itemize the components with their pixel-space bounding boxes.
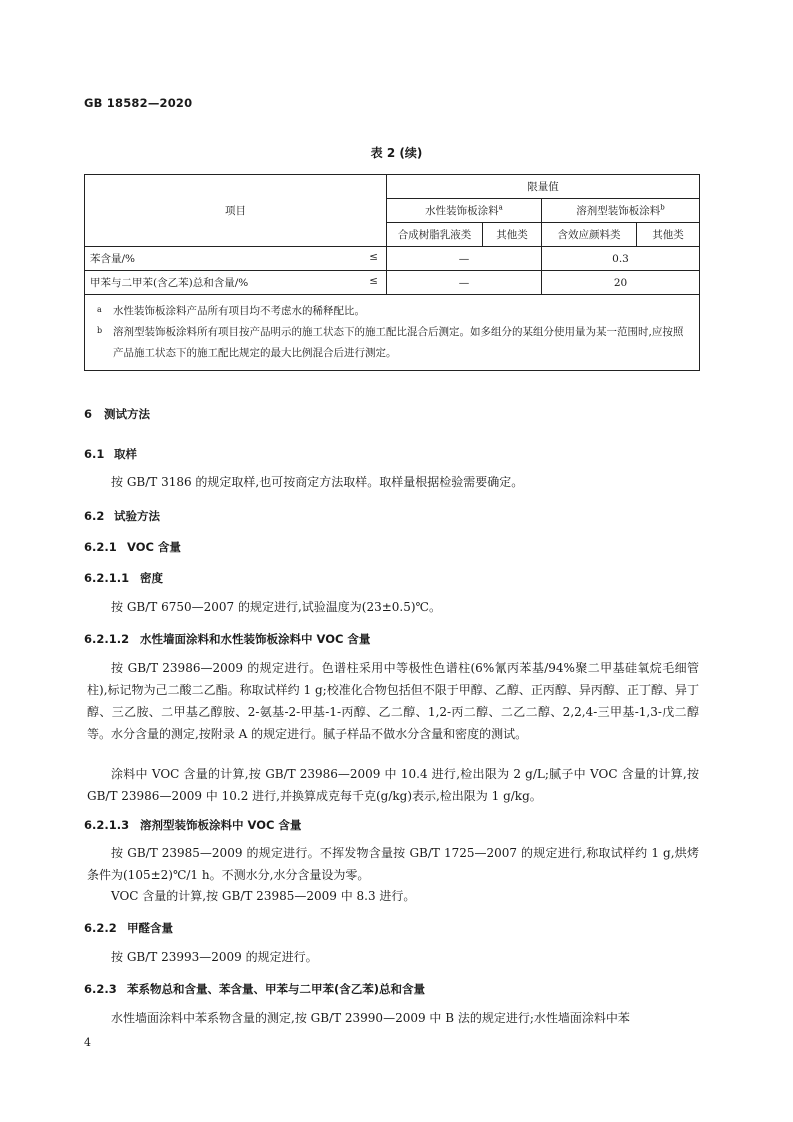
header-sub-emulsion: 合成树脂乳液类 [387,223,483,247]
paragraph: VOC 含量的计算,按 GB/T 23985—2009 中 8.3 进行。 [111,889,416,903]
paragraph: 按 GB/T 3186 的规定取样,也可按商定方法取样。取样量根据检验需要确定。 [111,475,524,489]
header-sub-other-solvent: 其他类 [637,223,700,247]
row-item: 甲苯与二甲苯(含乙苯)总和含量/% ≤ [85,271,387,295]
section-heading: 6.2.3 苯系物总和含量、苯含量、甲苯与二甲苯(含乙苯)总和含量 [84,982,426,996]
table-row [85,271,700,295]
header-item: 项目 [85,175,387,247]
header-water-group: 水性装饰板涂料$^a$ [387,199,542,223]
table-notes [85,295,700,371]
row-water-value: — [387,247,542,271]
limit-table [84,174,700,371]
section-heading: 6.2.2 甲醛含量 [84,921,173,935]
paragraph: 按 GB/T 23985—2009 的规定进行。不挥发物含量按 GB/T 1725—2007 的规定进行,称取试样约 1 g,烘烤条件为(105±2)℃/1 h。不测水分,水分含量设为零。 [87,846,699,882]
section-heading: 6.2.1.1 密度 [84,571,163,585]
section-heading: 6 测试方法 [84,407,150,421]
section-heading: 6.2.1 VOC 含量 [84,540,181,554]
table-note: a 水性装饰板涂料产品所有项目均不考虑水的稀释配比。 [97,305,365,317]
section-heading: 6.2.1.3 溶剂型装饰板涂料中 VOC 含量 [84,818,302,832]
section-heading: 6.2 试验方法 [84,509,160,523]
paragraph: 水性墙面涂料中苯系物含量的测定,按 GB/T 23990—2009 中 B 法的规定进行;水性墙面涂料中苯 [111,1011,630,1025]
section-heading: 6.2.1.2 水性墙面涂料和水性装饰板涂料中 VOC 含量 [84,632,371,646]
table-note: b 溶剂型装饰板涂料所有项目按产品明示的施工状态下的施工配比混合后测定。如多组分的某组分使用量为某一范围时,应按照产品施工状态下的施工配比规定的最大比例混合后进行测定。 [97,326,684,359]
row-solvent-value: 20 [542,271,700,295]
section-heading: 6.1 取样 [84,447,137,461]
paragraph: 按 GB/T 23986—2009 的规定进行。色谱柱采用中等极性色谱柱(6%氰丙苯基/94%聚二甲基硅氧烷毛细管柱),标记物为己二酸二乙酯。称取试样约 1 g;校准化合物包括但不限于甲醇、乙醇、正丙醇、异丙醇、正丁醇、异丁醇、三乙胺、二甲基乙醇胺、2-氨基-2-甲基-1-丙醇、乙二醇、1,2-丙二醇、二乙二醇、2,2,4-三甲基-1,3-戊二醇等。水分含量的测定,按附录 A 的规定进行。腻子样品不做水分含量和密度的测试。 [87,661,699,741]
row-water-value: — [387,271,542,295]
row-solvent-value: 0.3 [542,247,700,271]
paragraph: 按 GB/T 6750—2007 的规定进行,试验温度为(23±0.5)℃。 [111,600,441,614]
paragraph: 按 GB/T 23993—2009 的规定进行。 [111,950,318,964]
table-row [85,247,700,271]
header-sub-effect-pigment: 含效应颜料类 [542,223,637,247]
paragraph: 涂料中 VOC 含量的计算,按 GB/T 23986—2009 中 10.4 进行,检出限为 2 g/L;腻子中 VOC 含量的计算,按 GB/T 23986—2009 中 10.2 进行,并换算成克每千克(g/kg)表示,检出限为 1 g/kg。 [87,767,699,803]
header-solvent-group: 溶剂型装饰板涂料$^b$ [542,199,700,223]
row-item: 苯含量/% ≤ [85,247,387,271]
header-sub-other-water: 其他类 [483,223,542,247]
header-limit: 限量值 [387,175,700,199]
table-caption: 表 2 (续) [370,146,423,160]
page-number: 4 [84,1036,91,1049]
standard-code: GB 18582—2020 [84,96,193,110]
